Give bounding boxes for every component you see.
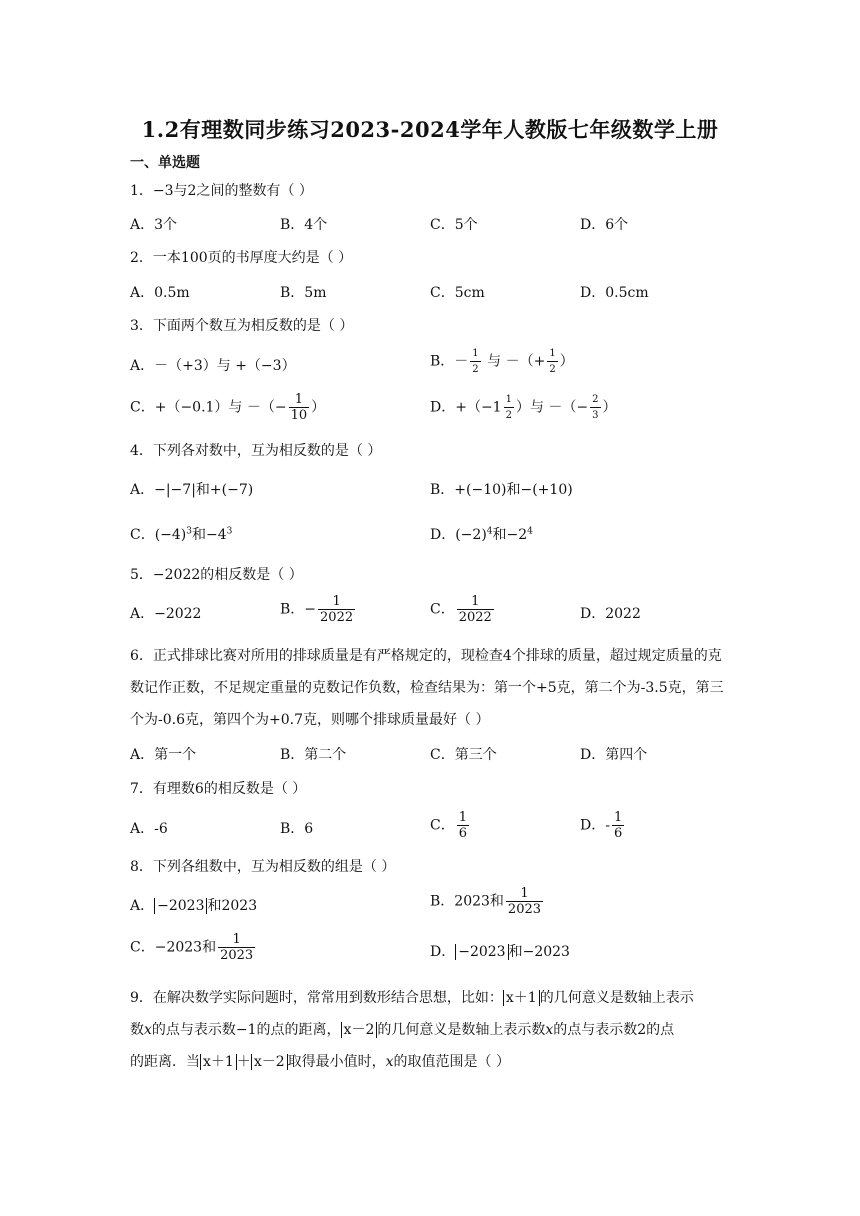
q8-option-d[interactable]: D． −2023 和−2023 xyxy=(430,944,570,960)
question-3-stem: 3．下面两个数互为相反数的是（ ） xyxy=(130,318,354,334)
q5-option-a[interactable]: A．−2022 xyxy=(130,606,202,622)
q7-option-a[interactable]: A．-6 xyxy=(130,821,168,837)
fraction: $\frac{1}{6}$ xyxy=(613,810,623,841)
q5-option-c[interactable]: C． $\frac{1}{2022}$ xyxy=(430,594,492,625)
q1-option-a[interactable]: A．3个 xyxy=(130,217,178,233)
q4-option-b[interactable]: B．+(−10)和−(+10) xyxy=(430,482,573,498)
q4-option-a[interactable]: A．−|−7|和+(−7) xyxy=(130,482,254,498)
q7-option-d[interactable]: D．- $\frac{1}{6}$ xyxy=(580,810,623,841)
fraction: $\frac{1}{2022}$ xyxy=(458,594,492,625)
q8-option-c[interactable]: C．−2023和 $\frac{1}{2023}$ xyxy=(130,932,254,963)
page-title: 1.2有理数同步练习2023-2024学年人教版七年级数学上册 xyxy=(141,117,719,142)
q1-option-d[interactable]: D．6个 xyxy=(580,217,629,233)
q3-option-d[interactable]: D．+（−1 $\frac{1}{2}$ ）与 －（− $\frac{2}{3}$ ） xyxy=(430,394,617,421)
q6-option-b[interactable]: B．第二个 xyxy=(280,747,347,763)
q8-option-b[interactable]: B．2023和 $\frac{1}{2023}$ xyxy=(430,886,542,917)
question-5-stem: 5．−2022的相反数是（ ） xyxy=(130,567,303,583)
q7-option-c[interactable]: C． $\frac{1}{6}$ xyxy=(430,810,467,841)
question-1-stem: 1．−3与2之间的整数有（ ） xyxy=(130,183,313,199)
fraction: $\frac{2}{3}$ xyxy=(592,394,599,421)
q9-line-3: 的距离．当 x＋1 ＋ x－2 取得最小值时，x的取值范围是（ ） xyxy=(130,1054,510,1070)
q6-option-a[interactable]: A．第一个 xyxy=(130,747,197,763)
q2-option-a[interactable]: A．0.5m xyxy=(130,285,190,301)
fraction: $\frac{1}{2022}$ xyxy=(320,594,354,625)
q3-option-a[interactable]: A．－（+3）与 +（−3） xyxy=(130,358,296,374)
q4-option-d[interactable]: D．$(-2)^4$和$-2^4$ xyxy=(430,526,533,543)
q6-option-c[interactable]: C．第三个 xyxy=(430,747,497,763)
q9-line-2: 数x的点与表示数−1的点的距离， x－2 的几何意义是数轴上表示数x的点与表示数2的点 xyxy=(130,1022,675,1038)
question-4-stem: 4．下列各对数中，互为相反数的是（ ） xyxy=(130,443,382,459)
section-heading: 一、单选题 xyxy=(130,155,200,171)
q9-line-1: 9．在解决数学实际问题时，常常用到数形结合思想，比如： x＋1 的几何意义是数轴上表示 xyxy=(130,990,694,1006)
fraction: $\frac{1}{2}$ xyxy=(549,348,556,375)
q3-option-c[interactable]: C．+（−0.1）与 －（− $\frac{1}{10}$ ） xyxy=(130,392,326,423)
q8-option-a[interactable]: A． −2023 和2023 xyxy=(130,898,258,914)
q5-option-b[interactable]: B．− $\frac{1}{2022}$ xyxy=(280,594,354,625)
q4-option-c[interactable]: C．$(-4)^3$和$-4^3$ xyxy=(130,526,233,543)
question-8-stem: 8．下列各组数中，互为相反数的组是（ ） xyxy=(130,859,396,875)
fraction: $\frac{1}{10}$ xyxy=(290,392,308,423)
question-6-stem: 6．正式排球比赛对所用的排球质量是有严格规定的，现检查4个排球的质量，超过规定质量的克数记作正数，不足规定重量的克数记作负数，检查结果为：第一个+5克，第二个为-3.5克，第三个为-0.6克，第四个为+0.7克，则哪个排球质量最好（ ） xyxy=(130,648,724,728)
fraction: $\frac{1}{2}$ xyxy=(505,394,512,421)
question-7-stem: 7．有理数6的相反数是（ ） xyxy=(130,781,307,797)
fraction: $\frac{1}{2}$ xyxy=(472,348,479,375)
fraction: $\frac{1}{6}$ xyxy=(458,810,467,841)
q1-option-b[interactable]: B．4个 xyxy=(280,217,328,233)
q1-option-c[interactable]: C．5个 xyxy=(430,217,478,233)
question-9-stem xyxy=(130,982,730,1078)
q2-option-b[interactable]: B．5m xyxy=(280,285,327,301)
q3-option-b[interactable]: B．－ $\frac{1}{2}$ 与 －（+ $\frac{1}{2}$ ） xyxy=(430,348,574,375)
fraction: $\frac{1}{2023}$ xyxy=(220,932,254,963)
q2-option-c[interactable]: C．5cm xyxy=(430,285,485,301)
q2-option-d[interactable]: D．0.5cm xyxy=(580,285,649,301)
q5-option-d[interactable]: D．2022 xyxy=(580,606,641,622)
q6-option-d[interactable]: D．第四个 xyxy=(580,747,648,763)
fraction: $\frac{1}{2023}$ xyxy=(507,886,542,917)
q7-option-b[interactable]: B．6 xyxy=(280,821,314,837)
question-2-stem: 2．一本100页的书厚度大约是（ ） xyxy=(130,250,353,266)
